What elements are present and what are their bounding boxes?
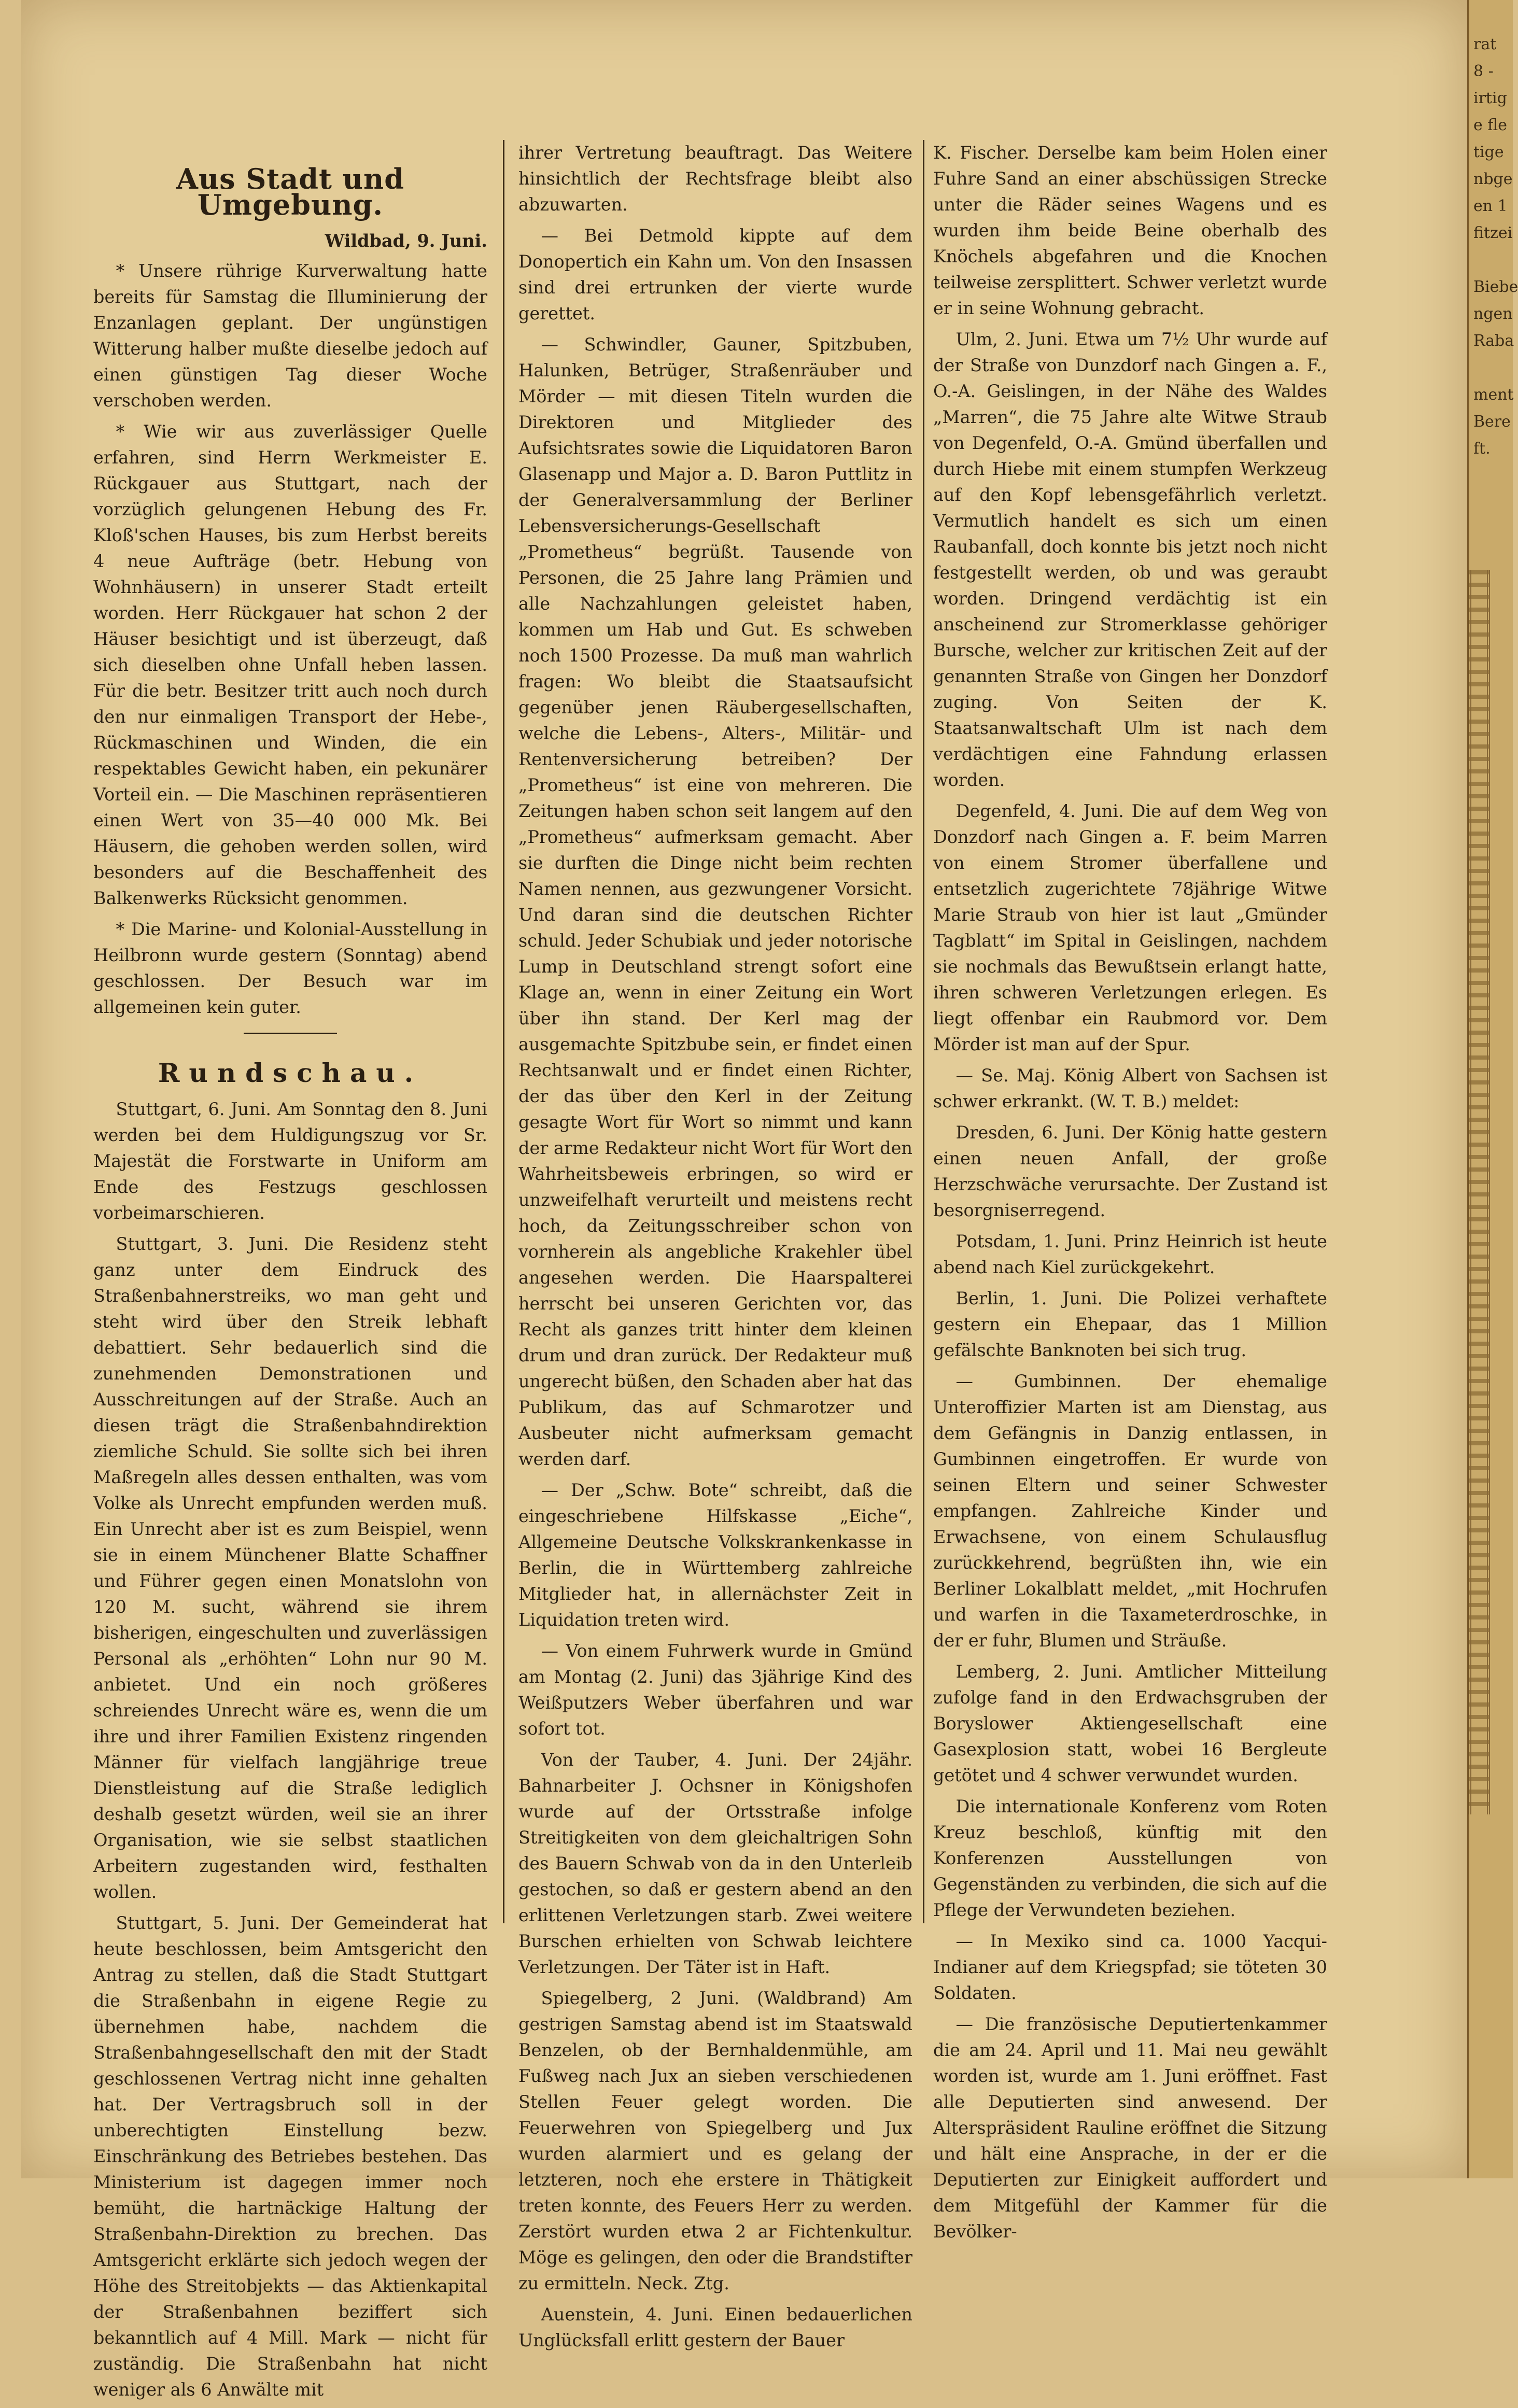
article-paragraph: Lemberg, 2. Juni. Amtlicher Mitteilung zufolge fand in den Erdwachsgruben der Boryslower Aktiengesellschaft eine Gasexplosion statt, wobei 16 Bergleute getötet und 4 schwer verwundet wurden. [933,1661,1327,1785]
article-paragraph: — Bei Detmold kippte auf dem Donopertich ein Kahn um. Von den Insassen sind drei ertrunken der vierte wurde gerettet. [518,226,912,323]
gutter-fragment: nbge [1473,170,1513,188]
article-paragraph: Stuttgart, 5. Juni. Der Gemeinderat hat heute beschlossen, beim Amtsgericht den Antrag zu stellen, daß die Stadt Stuttgart die Straßenbahn in eigene Regie zu übernehmen habe, nachdem die Straßenbahngesellschaft den mit der Stadt geschlossenen Vertrag nicht inne gehalten hat. Der Vertragsbruch soll in der unberechtigten Einstellung bezw. Einschränkung des Betriebes bestehen. Das Ministerium ist dagegen immer noch bemüht, die hartnäckige Haltung der Straßenbahn-Direktion zu brechen. Das Amtsgericht erklärte sich jedoch wegen der Höhe des Streitobjekts — das Aktienkapital der Straßenbahnen beziffert sich bekanntlich auf 4 Mill. Mark — nicht für zuständig. Die Straßenbahn hat nicht weniger als 6 Anwälte mit [93,1913,487,2400]
article-paragraph: * Die Marine- und Kolonial-Ausstellung in Heilbronn wurde gestern (Sonntag) abend geschlossen. Der Besuch war im allgemeinen kein guter. [93,919,487,1017]
article-paragraph: — Schwindler, Gauner, Spitzbuben, Halunken, Betrüger, Straßenräuber und Mörder — mit diesen Titeln wurden die Direktoren und Mitglieder des Aufsichtsrates sowie die Liquidatoren Baron Glasenapp und Major a. D. Baron Puttlitz in der Generalversammlung der Berliner Lebensversicherungs-Gesellschaft „Prometheus“ begrüßt. Tausende von Personen, die 25 Jahre lang Prämien und alle Nachzahlungen geleistet haben, kommen um Hab und Gut. Es schweben noch 1500 Prozesse. Da muß man wahrlich fragen: Wo bleibt die Staatsaufsicht gegenüber jenen Räubergesellschaften, welche die Lebens-, Alters-, Militär- und Rentenversicherung betreiben? Der „Prometheus“ ist eine von mehreren. Die Zeitungen haben schon seit langem auf den „Prometheus“ aufmerksam gemacht. Aber sie durften die Dinge nicht beim rechten Namen nennen, aus gezwungener Vorsicht. Und daran sind die deutschen Richter schuld. Jeder Schubiak und jeder notorische Lump in Deutschland strengt sofort eine Klage an, wenn in einer Zeitung ein Wort über ihn stand. Der Kerl mag der ausgemachte Spitzbube sein, er findet einen Rechtsanwalt und er findet einen Richter, der das über den Kerl in der Zeitung gesagte Wort für Wort so nimmt und kann der arme Redakteur nicht Wort für Wort den Wahrheitsbeweis erbringen, so wird er unzweifelhaft verurteilt und meistens recht hoch, da Zeitungsschreiber schon von vornherein als angebliche Krakehler übel angesehen werden. Die Haarspalterei herrscht bei unseren Gerichten vor, das Recht als ganzes tritt hinter dem kleinen drum und dran zurück. Der Redakteur muß ungerecht büßen, den Schaden aber hat das Publikum, das auf Schmarotzer und Ausbeuter nicht aufmerksam gemacht werden darf. [518,334,912,1469]
gutter-fragment: Bere [1473,413,1511,431]
gutter-fragment [1473,355,1510,382]
article-paragraph: — In Mexiko sind ca. 1000 Yacqui-Indianer auf dem Kriegspfad; sie töteten 30 Soldaten. [933,1931,1327,2003]
section-heading: Aus Stadt und Umgebung. [176,162,405,221]
column-1 [93,130,487,2408]
adjacent-page-fragments [1473,31,1518,462]
gutter-fragment: ment [1473,386,1514,404]
gutter-fragment: Raba [1473,332,1514,350]
article-paragraph: — Gumbinnen. Der ehemalige Unteroffizier Marten ist am Dienstag, aus dem Gefängnis in Danzig entlassen, in Gumbinnen eingetroffen. Er wurde von seinen Eltern und seiner Schwester empfangen. Zahlreiche Kinder und Erwachsene, von einem Schulausflug zurückkehrend, begrüßten ihn, wie ein Berliner Lokalblatt meldet, „mit Hochrufen und warfen in die Taxameterdroschke, in der er fuhr, Blumen und Sträuße. [933,1371,1327,1651]
article-paragraph: Die internationale Konferenz vom Roten Kreuz beschloß, künftig mit den Konferenzen Ausstellungen von Gegenständen zu verbinden, die sich auf die Pflege der Verwundeten beziehen. [933,1796,1327,1920]
column-rule [923,140,924,1923]
column-rule [503,140,504,1923]
article-paragraph: Potsdam, 1. Juni. Prinz Heinrich ist heute abend nach Kiel zurückgekehrt. [933,1231,1327,1277]
gutter-fragment: tige [1473,143,1504,161]
column-2 [518,140,912,2359]
gutter-fragment [1473,247,1510,274]
gutter-fragment: ft. [1473,440,1491,458]
gutter-fragment: e fle [1473,116,1508,134]
article-paragraph: — Von einem Fuhrwerk wurde in Gmünd am Montag (2. Juni) das 3jährige Kind des Weißputzers Weber überfahren und war sofort tot. [518,1641,912,1739]
article-paragraph: * Unsere rührige Kurverwaltung hatte bereits für Samstag die Illuminierung der Enzanlagen geplant. Der ungünstigen Witterung halber mußte dieselbe jedoch auf einen günstigen Tag dieser Woche verschoben werden. [93,261,487,411]
column-3 [933,140,1327,2250]
gutter-fragment: 8 - [1473,62,1494,80]
dateline: Wildbad, 9. Juni. [325,231,487,251]
article-paragraph: Berlin, 1. Juni. Die Polizei verhaftete gestern ein Ehepaar, das 1 Million gefälschte Banknoten bei sich trug. [933,1288,1327,1360]
divider [244,1033,337,1034]
article-paragraph: — Der „Schw. Bote“ schreibt, daß die eingeschriebene Hilfskasse „Eiche“, Allgemeine Deutsche Volkskrankenkasse in Berlin, die in Württemberg zahlreiche Mitglieder hat, in allernächster Zeit in Liquidation treten wird. [518,1480,912,1630]
article-paragraph: Stuttgart, 3. Juni. Die Residenz steht ganz unter dem Eindruck des Straßenbahnerstreiks, wo man geht und steht wird über den Streik lebhaft debattiert. Sehr bedauerlich sind die zunehmenden Demonstrationen und Ausschreitungen auf der Straße. Auch an diesen trägt die Straßenbahndirektion ziemliche Schuld. Sie sollte sich bei ihren Maßregeln alles dessen enthalten, was vom Volke als Unrecht empfunden werden muß. Ein Unrecht aber ist es zum Beispiel, wenn sie in einem Münchener Blatte Schaffner und Führer gegen einen Monatslohn von 120 M. sucht, während sie ihrem bisherigen, eingeschulten und zuverlässigen Personal als „erhöhten“ Lohn nur 90 M. anbietet. Und ein noch größeres schreiendes Unrecht wäre es, wenn die um ihre und ihrer Familien Existenz ringenden Männer für vielfach langjährige treue Dienstleistung auf die Straße lediglich deshalb gesetzt würden, weil sie an ihrer Organisation, wie sie selbst staatlichen Arbeitern zugestanden wird, festhalten wollen. [93,1234,487,1902]
decorative-border [1468,570,1490,1814]
article-paragraph: Dresden, 6. Juni. Der König hatte gestern einen neuen Anfall, der große Herzschwäche verursachte. Der Zustand ist besorgniserregend. [933,1122,1327,1220]
gutter-fragment: en 1 [1473,197,1508,215]
section-heading: Rundschau. [158,1058,423,1088]
article-paragraph: — Die französische Deputiertenkammer die am 24. April und 11. Mai neu gewählt worden ist, wurde am 1. Juni eröffnet. Fast alle Deputierten sind anwesend. Der Alterspräsident Rauline eröffnet die Sitzung und hält eine Ansprache, in der er die Deputierten zur Einigkeit auffordert und dem Mitgefühl der Kammer für die Bevölker- [933,2014,1327,2242]
article-paragraph: K. Fischer. Derselbe kam beim Holen einer Fuhre Sand an einer abschüssigen Strecke unter die Räder seines Wagens und es wurden ihm beide Beine oberhalb des Knöchels abgefahren und die Knochen teilweise zersplittert. Schwer verletzt wurde er in seine Wohnung gebracht. [933,143,1327,318]
gutter-fragment: fitzei [1473,224,1513,242]
article-paragraph: Ulm, 2. Juni. Etwa um 7½ Uhr wurde auf der Straße von Dunzdorf nach Gingen a. F., O.-A. Geislingen, in der Nähe des Waldes „Marren“, die 75 Jahre alte Witwe Straub von Degenfeld, O.-A. Gmünd überfallen und durch Hiebe mit einem stumpfen Werkzeug auf den Kopf lebensgefährlich verletzt. Vermutlich handelt es sich um einen Raubanfall, doch konnte bis jetzt noch nicht festgestellt werden, ob und was geraubt worden. Dringend verdächtig ist ein anscheinend zur Stromerklasse gehöriger Bursche, welcher zur kritischen Zeit auf der genannten Straße von Gingen her Donzdorf zuging. Von Seiten der K. Staatsanwaltschaft Ulm ist nach dem verdächtigen eine Fahndung erlassen worden. [933,329,1327,790]
gutter-fragment: Biebe [1473,278,1518,296]
article-paragraph: Von der Tauber, 4. Juni. Der 24jähr. Bahnarbeiter J. Ochsner in Königshofen wurde auf der Ortsstraße infolge Streitigkeiten von dem gleichaltrigen Sohn des Bauern Schwab von da in den Unterleib gestochen, so daß er gestern abend an den erlittenen Verletzungen starb. Zwei weitere Burschen erhielten von Schwab leichtere Verletzungen. Der Täter ist in Haft. [518,1750,912,1977]
article-paragraph: ihrer Vertretung beauftragt. Das Weitere hinsichtlich der Rechtsfrage bleibt also abzuwarten. [518,143,912,215]
article-paragraph: — Se. Maj. König Albert von Sachsen ist schwer erkrankt. (W. T. B.) meldet: [933,1065,1327,1111]
gutter-fragment: irtig [1473,89,1507,107]
article-paragraph: Spiegelberg, 2 Juni. (Waldbrand) Am gestrigen Samstag abend ist im Staatswald Benzelen, ob der Bernhaldenmühle, am Fußweg nach Jux an sieben verschiedenen Stellen Feuer gelegt worden. Die Feuerwehren von Spiegelberg und Jux wurden alarmiert und es gelang der letzteren, noch ehe erstere in Thätigkeit treten konnte, des Feuers Herr zu werden. Zerstört wurden etwa 2 ar Fichtenkultur. Möge es gelingen, den oder die Brandstifter zu ermitteln. Neck. Ztg. [518,1988,912,2293]
gutter-fragment: rat [1473,35,1497,53]
article-paragraph: Auenstein, 4. Juni. Einen bedauerlichen Unglücksfall erlitt gestern der Bauer [518,2304,912,2350]
article-paragraph: Degenfeld, 4. Juni. Die auf dem Weg von Donzdorf nach Gingen a. F. beim Marren von einem Stromer überfallene und entsetzlich zugerichtete 78jährige Witwe Marie Straub von hier ist laut „Gmünder Tagblatt“ im Spital in Geislingen, nachdem sie nochmals das Bewußtsein erlangt hatte, ihren schweren Verletzungen erlegen. Es liegt offenbar ein Raubmord vor. Dem Mörder ist man auf der Spur. [933,801,1327,1054]
article-paragraph: * Wie wir aus zuverlässiger Quelle erfahren, sind Herrn Werkmeister E. Rückgauer aus Stuttgart, nach der vorzüglich gelungenen Hebung des Fr. Kloß'schen Hauses, bis zum Herbst bereits 4 neue Aufträge (betr. Hebung von Wohnhäusern) in unserer Stadt erteilt worden. Herr Rückgauer hat schon 2 der Häuser besichtigt und ist überzeugt, daß sich dieselben ohne Unfall heben lassen. Für die betr. Besitzer tritt auch noch durch den nur einmaligen Transport der Hebe-, Rückmaschinen und Winden, die ein respektables Gewicht haben, ein pekunärer Vorteil ein. — Die Maschinen repräsentieren einen Wert von 35—40 000 Mk. Bei Häusern, die gehoben werden sollen, wird besonders auf die Beschaffenheit des Balkenwerks Rücksicht genommen. [93,421,487,908]
gutter-fragment: ngen [1473,305,1513,323]
article-paragraph: Stuttgart, 6. Juni. Am Sonntag den 8. Juni werden bei dem Huldigungszug vor Sr. Majestät die Forstwarte in Uniform am Ende des Festzugs geschlossen vorbeimarschieren. [93,1099,487,1223]
